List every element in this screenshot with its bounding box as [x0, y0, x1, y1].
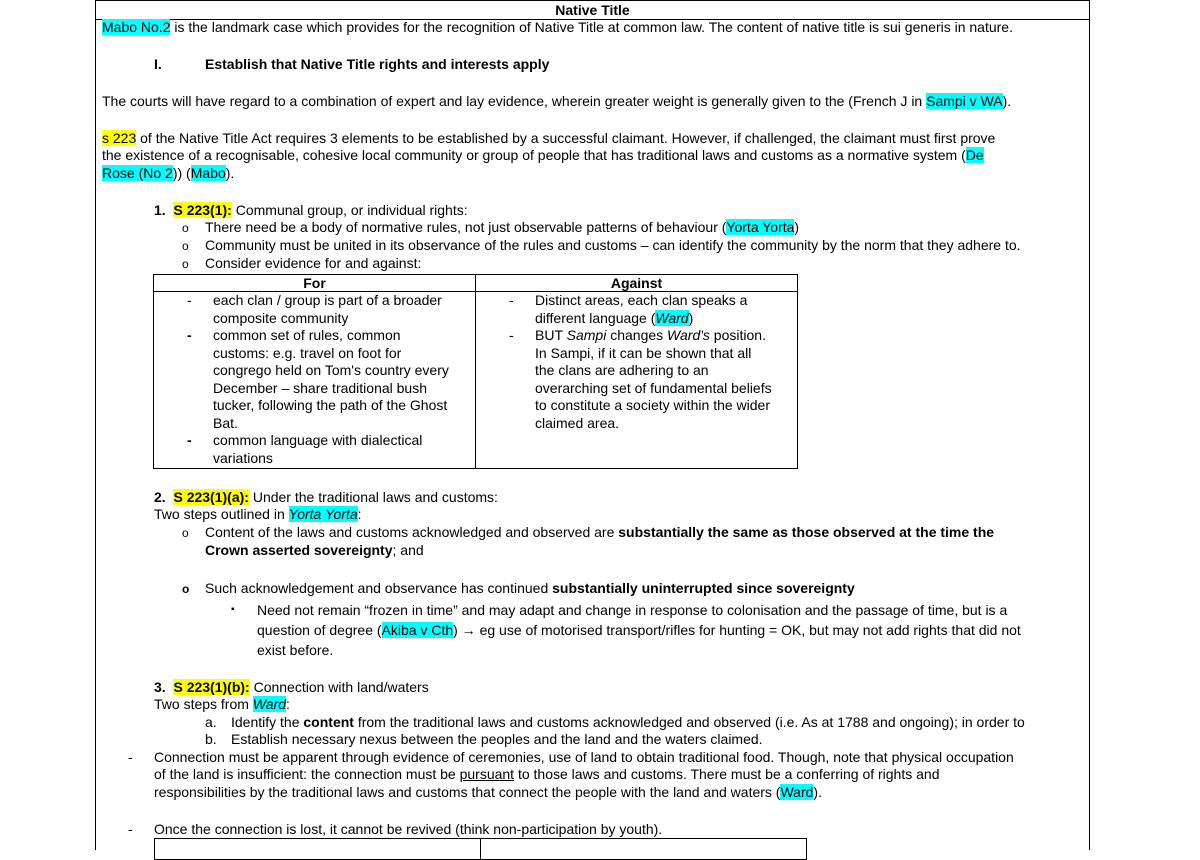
table-header-against: Against — [476, 275, 798, 292]
table-cell-for: - each clan / group is part of a broader composite community - common set of rules, common customs: e.g. travel on foot for congrego held on Tom's country every December – share traditional bush tucker, following the path of the Ghost Bat. - common language with dialectical variations — [154, 292, 476, 469]
heading-text: Establish that Native Title rights and interests apply — [205, 56, 550, 72]
bullet-icon: o — [182, 221, 189, 235]
list-item: Consider evidence for and against: — [205, 255, 422, 271]
connection-line2: of the land is insufficient: the connection must be pursuant to those laws and customs. There must be a conferring of rights and — [154, 766, 940, 782]
section-2-heading: 2. S 223(1)(a): Under the traditional laws and customs: — [154, 489, 498, 505]
step-b-label: b. — [205, 731, 217, 747]
list-item: Community must be united in its observance of the rules and customs – can identify the community by the norm that they adhere to. — [205, 237, 1021, 253]
list-item: Such acknowledgement and observance has continued substantially uninterrupted since sovereignty — [205, 580, 855, 596]
sub-list-item: Need not remain “frozen in time” and may adapt and change in response to colonisation and the passage of time, but is a — [257, 602, 1008, 618]
table-header-for: For — [154, 275, 476, 292]
case-citation: Rose (No 2 — [102, 165, 173, 181]
list-item: There need be a body of normative rules, not just observable patterns of behaviour (Yorta Yorta) — [205, 219, 800, 235]
case-citation: Ward — [252, 696, 287, 712]
case-citation: Mabo — [190, 165, 226, 181]
step-a: Identify the content from the traditional laws and customs acknowledged and observed (i.e. As at 1788 and ongoing); in order to — [231, 714, 1025, 730]
sub-list-item-continued: exist before. — [257, 642, 334, 658]
step-a-label: a. — [205, 714, 217, 730]
case-citation: Mabo No.2 — [102, 19, 171, 35]
bullet-icon: o — [182, 582, 190, 596]
paragraph-evidence: The courts will have regard to a combination of expert and lay evidence, wherein greater weight is generally given to the (French J in Sampi v WA). — [102, 93, 1012, 109]
connection-lost-line: Once the connection is lost, it cannot be revived (think non-participation by youth). — [154, 821, 663, 837]
case-citation: Yorta Yorta — [726, 219, 795, 235]
paragraph-s223-line3: Rose (No 2)) (Mabo). — [102, 165, 235, 181]
paragraph-s223-line1: s 223 of the Native Title Act requires 3 elements to be established by a successful claimant. However, if challenged, the claimant must first prove — [102, 130, 996, 146]
list-item: Content of the laws and customs acknowledged and observed are substantially the same as those observed at the time the — [205, 524, 995, 540]
case-citation: De — [965, 147, 984, 163]
case-citation: Yorta Yorta — [288, 506, 358, 522]
paragraph-s223-line2: the existence of a recognisable, cohesive local community or group of people that has traditional laws and customs as a normative system (De — [102, 147, 984, 163]
case-citation: Ward — [655, 309, 689, 326]
step-b: Establish necessary nexus between the peoples and the land and the waters claimed. — [231, 731, 763, 747]
bullet-icon: o — [182, 257, 189, 271]
sub-list-item-continued: question of degree (Akiba v Cth) → eg use of motorised transport/rifles for hunting = OK, but may not add rights that did not — [257, 622, 1021, 638]
table-cell-against: - Distinct areas, each clan speaks a different language (Ward) - BUT Sampi changes Ward's position. In Sampi, if it can be shown that all the clans are adhering to an overarching set of fundamental beliefs to constitute a society within the wider claimed area. — [476, 292, 798, 469]
bullet-icon: o — [182, 526, 189, 540]
section-3-heading: 3. S 223(1)(b): Connection with land/waters — [154, 679, 429, 695]
list-item-continued: Crown asserted sovereignty; and — [205, 542, 424, 558]
dash-bullet-icon: - — [128, 821, 133, 837]
bullet-icon: o — [182, 239, 189, 253]
dash-bullet-icon: - — [128, 749, 133, 765]
section-reference: S 223(1)(b): — [173, 679, 250, 695]
steps-line: Two steps from Ward: — [154, 696, 290, 712]
connection-line3: responsibilities by the traditional laws and customs that connect the people with the land and waters (Ward). — [154, 784, 822, 800]
section-reference: S 223(1): — [173, 202, 232, 218]
section-reference: s 223 — [102, 130, 137, 146]
connection-line1: Connection must be apparent through evidence of ceremonies, use of land to obtain traditional food. Though, note that physical occupation — [154, 749, 1014, 765]
case-citation: Akiba v Cth — [381, 622, 454, 638]
evidence-table — [153, 274, 798, 469]
square-bullet-icon: ▪ — [231, 604, 235, 615]
heading-number: I. — [154, 56, 162, 72]
case-citation: Ward — [780, 784, 814, 800]
intro-paragraph: Mabo No.2 is the landmark case which provides for the recognition of Native Title at common law. The content of native title is sui generis in nature. — [102, 19, 1013, 35]
case-citation: Sampi v WA — [926, 93, 1003, 109]
section-1-heading: 1. S 223(1): Communal group, or individual rights: — [154, 202, 468, 218]
continued-table — [154, 838, 807, 860]
steps-line: Two steps outlined in Yorta Yorta: — [154, 506, 362, 522]
document-title: Native Title — [96, 1, 1089, 20]
section-reference: S 223(1)(a): — [173, 489, 249, 505]
